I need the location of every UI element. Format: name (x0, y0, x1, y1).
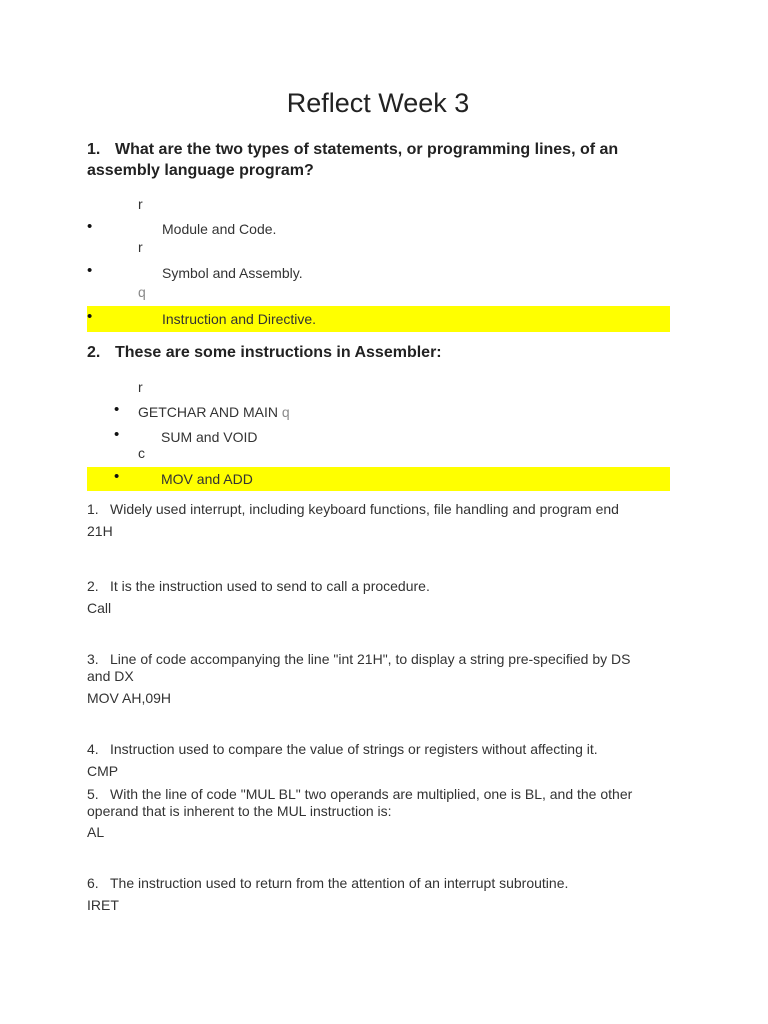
short-answer-6: IRET (87, 897, 119, 913)
q1-option-1 (87, 216, 670, 242)
q1-option-3-glyph: q (138, 284, 146, 300)
bullet-icon: • (114, 401, 120, 418)
question-1 (87, 139, 677, 181)
q2-option-2-text: SUM and VOID (161, 429, 258, 445)
bullet-icon: • (87, 308, 93, 325)
bullet-icon: • (87, 218, 93, 235)
short-answer-3: MOV AH,09H (87, 690, 172, 706)
q1-option-2-text: Symbol and Assembly. (162, 265, 303, 281)
short-question-1: 1. Widely used interrupt, including keyboard functions, file handling and program end (87, 501, 619, 517)
q2-option-2 (87, 424, 670, 450)
q1-option-1-text: Module and Code. (162, 221, 277, 237)
short-question-3: 3. Line of code accompanying the line "int 21H", to display a string pre-specified by DS and DX (87, 651, 631, 684)
short-answer-1: 21H (87, 523, 113, 539)
page-title: Reflect Week 3 (286, 88, 470, 118)
short-answer-2: Call (87, 600, 112, 616)
question-2 (87, 342, 677, 363)
q2-option-1-text: GETCHAR AND MAIN (138, 404, 279, 420)
q2-option-1-trailing-glyph: q (281, 404, 290, 420)
q2-option-1 (87, 399, 670, 425)
question-1-text: What are the two types of statements, or programming lines, of an assembly language program? (87, 141, 619, 179)
short-question-2: 2. It is the instruction used to send to call a procedure. (87, 578, 430, 594)
bullet-icon: • (87, 262, 93, 279)
q1-option-1-glyph: r (138, 196, 143, 212)
short-answer-5: AL (87, 824, 105, 840)
q2-option-3-glyph: c (138, 445, 145, 461)
q2-option-3-highlighted (87, 467, 670, 491)
q1-option-2-glyph: r (138, 239, 143, 255)
short-question-5: 5. With the line of code "MUL BL" two operands are multiplied, one is BL, and the other operand that is inherent to the MUL instruction is: (87, 786, 633, 819)
q1-option-2 (87, 260, 670, 286)
bullet-icon: • (114, 426, 120, 443)
bullet-icon: • (114, 468, 120, 485)
q1-option-3-highlighted (87, 306, 670, 332)
q1-option-3-text: Instruction and Directive. (162, 311, 317, 327)
short-question-4: 4. Instruction used to compare the value of strings or registers without affecting it. (87, 741, 598, 757)
question-2-number: 2. (87, 344, 101, 361)
q2-option-3-text: MOV and ADD (161, 471, 253, 487)
question-1-number: 1. (87, 141, 101, 158)
short-question-6: 6. The instruction used to return from the attention of an interrupt subroutine. (87, 875, 569, 891)
question-2-text: These are some instructions in Assembler: (115, 344, 442, 361)
short-answer-4: CMP (87, 763, 119, 779)
q2-option-1-glyph: r (138, 379, 143, 395)
